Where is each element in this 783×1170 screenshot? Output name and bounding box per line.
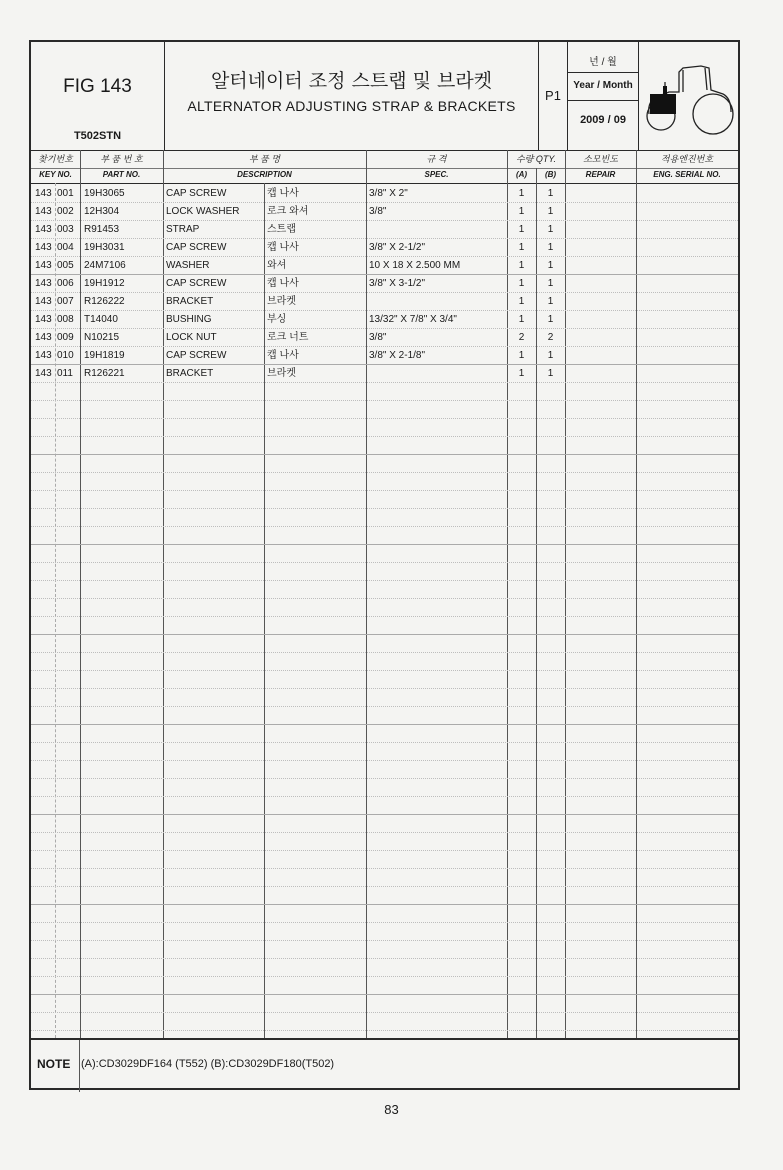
row-description-ko: 스트랩 xyxy=(267,224,296,235)
row-qty-b: 2 xyxy=(547,332,554,343)
row-key-no: 005 xyxy=(57,260,74,271)
row-key-no: 010 xyxy=(57,350,74,361)
row-fig: 143 xyxy=(35,314,52,325)
row-description-ko: 브라켓 xyxy=(267,296,296,307)
col-serial-en: ENG. SERIAL NO. xyxy=(653,170,721,179)
col-qty-ko: 수량 QTY. xyxy=(515,154,557,164)
figure-box xyxy=(31,42,165,150)
col-spec-en: SPEC. xyxy=(424,170,449,179)
row-description-ko: 로크 너트 xyxy=(267,332,309,343)
page-number: 83 xyxy=(384,1102,399,1117)
col-description-en: DESCRIPTION xyxy=(237,170,292,179)
row-qty-a: 1 xyxy=(518,206,525,217)
row-qty-a: 1 xyxy=(518,278,525,289)
row-qty-a: 1 xyxy=(518,260,525,271)
row-description-en: BUSHING xyxy=(166,314,212,325)
row-spec: 10 X 18 X 2.500 MM xyxy=(369,260,461,271)
row-part-no: 19H3065 xyxy=(84,188,125,199)
row-part-no: R91453 xyxy=(84,224,120,235)
col-part-no-en: PART NO. xyxy=(102,170,141,179)
row-qty-a: 1 xyxy=(518,296,525,307)
note-text: (A):CD3029DF164 (T552) (B):CD3029DF180(T502) xyxy=(81,1058,335,1070)
row-key-no: 011 xyxy=(57,368,73,379)
row-part-no: N10215 xyxy=(84,332,120,343)
page-box xyxy=(539,42,568,150)
model-code: T502STN xyxy=(73,130,122,142)
row-key-no: 007 xyxy=(57,296,74,307)
title-korean: 알터네이터 조정 스트랩 및 브라켓 xyxy=(210,70,493,92)
row-description-en: CAP SCREW xyxy=(166,278,227,289)
col-repair-ko: 소모빈도 xyxy=(583,154,618,164)
row-qty-b: 1 xyxy=(547,350,554,361)
col-serial-ko: 적용엔진번호 xyxy=(660,154,714,164)
row-description-ko: 로크 와셔 xyxy=(267,206,309,217)
year-month-english: Year / Month xyxy=(573,80,633,91)
row-qty-a: 1 xyxy=(518,314,525,325)
row-key-no: 008 xyxy=(57,314,74,325)
row-fig: 143 xyxy=(35,242,52,253)
row-key-no: 002 xyxy=(57,206,74,217)
col-part-no-ko: 부 품 번 호 xyxy=(100,154,143,164)
row-description-en: CAP SCREW xyxy=(166,188,227,199)
row-fig: 143 xyxy=(35,278,52,289)
row-key-no: 001 xyxy=(57,188,74,199)
row-part-no: 12H304 xyxy=(84,206,120,217)
row-description-ko: 캡 나사 xyxy=(267,278,299,289)
col-spec-ko: 규 격 xyxy=(426,154,447,164)
row-description-en: BRACKET xyxy=(166,368,214,379)
row-qty-b: 1 xyxy=(547,260,554,271)
row-key-no: 004 xyxy=(57,242,74,253)
row-qty-b: 1 xyxy=(547,314,554,325)
row-qty-a: 1 xyxy=(518,242,525,253)
row-spec: 13/32" X 7/8" X 3/4" xyxy=(369,314,457,325)
page-label: P1 xyxy=(545,88,561,103)
title-english: ALTERNATOR ADJUSTING STRAP & BRACKETS xyxy=(187,98,516,114)
row-description-en: STRAP xyxy=(166,224,200,235)
row-key-no: 006 xyxy=(57,278,74,289)
note-label: NOTE xyxy=(37,1057,71,1071)
year-month-box xyxy=(568,42,639,150)
row-qty-a: 1 xyxy=(518,188,525,199)
row-fig: 143 xyxy=(35,188,52,199)
title-box xyxy=(165,42,539,150)
row-qty-a: 1 xyxy=(518,350,525,361)
row-description-ko: 브라켓 xyxy=(267,368,296,379)
row-fig: 143 xyxy=(35,224,52,235)
row-qty-b: 1 xyxy=(547,368,554,379)
row-description-en: BRACKET xyxy=(166,296,214,307)
row-description-en: CAP SCREW xyxy=(166,242,227,253)
row-fig: 143 xyxy=(35,296,52,307)
row-qty-b: 1 xyxy=(547,278,554,289)
row-fig: 143 xyxy=(35,350,52,361)
row-qty-b: 1 xyxy=(547,242,554,253)
row-spec: 3/8" xyxy=(369,206,387,217)
row-qty-b: 1 xyxy=(547,206,554,217)
col-qty-b: (B) xyxy=(544,170,557,179)
row-description-ko: 캡 나사 xyxy=(267,350,299,361)
row-key-no: 009 xyxy=(57,332,74,343)
row-fig: 143 xyxy=(35,206,52,217)
row-qty-a: 1 xyxy=(518,368,525,379)
col-qty-a: (A) xyxy=(515,170,528,179)
row-description-ko: 캡 나사 xyxy=(267,242,299,253)
row-description-en: LOCK WASHER xyxy=(166,206,240,217)
row-spec: 3/8" X 2-1/2" xyxy=(369,242,426,253)
tractor-icon xyxy=(639,42,738,148)
row-description-en: WASHER xyxy=(166,260,210,271)
row-qty-a: 2 xyxy=(518,332,525,343)
col-key-no-en: KEY NO. xyxy=(39,170,72,179)
row-fig: 143 xyxy=(35,368,52,379)
row-part-no: 24M7106 xyxy=(84,260,126,271)
row-part-no: R126222 xyxy=(84,296,125,307)
col-key-no-ko: 찾기번호 xyxy=(38,154,73,164)
row-qty-b: 1 xyxy=(547,188,554,199)
row-description-ko: 부싱 xyxy=(267,314,287,325)
row-fig: 143 xyxy=(35,332,52,343)
row-spec: 3/8" X 2-1/8" xyxy=(369,350,426,361)
row-description-en: CAP SCREW xyxy=(166,350,227,361)
row-part-no: 19H3031 xyxy=(84,242,125,253)
year-month-korean: 년 / 월 xyxy=(589,57,617,68)
parts-catalog-sheet xyxy=(29,40,740,1090)
row-description-ko: 와셔 xyxy=(267,260,287,271)
col-repair-en: REPAIR xyxy=(585,170,616,179)
row-part-no: 19H1912 xyxy=(84,278,125,289)
row-key-no: 003 xyxy=(57,224,74,235)
year-month-value: 2009 / 09 xyxy=(580,114,626,126)
row-spec: 3/8" X 2" xyxy=(369,188,408,199)
figure-number: FIG 143 xyxy=(63,76,132,97)
row-qty-b: 1 xyxy=(547,296,554,307)
row-description-en: LOCK NUT xyxy=(166,332,217,343)
row-qty-b: 1 xyxy=(547,224,554,235)
row-spec: 3/8" X 3-1/2" xyxy=(369,278,426,289)
tractor-image-box xyxy=(639,42,738,150)
row-qty-a: 1 xyxy=(518,224,525,235)
row-fig: 143 xyxy=(35,260,52,271)
note-section xyxy=(31,1038,738,1092)
row-part-no: T14040 xyxy=(84,314,118,325)
row-description-ko: 캡 나사 xyxy=(267,188,299,199)
col-description-ko: 부 품 명 xyxy=(248,154,281,164)
row-part-no: R126221 xyxy=(84,368,125,379)
row-part-no: 19H1819 xyxy=(84,350,125,361)
row-spec: 3/8" xyxy=(369,332,387,343)
